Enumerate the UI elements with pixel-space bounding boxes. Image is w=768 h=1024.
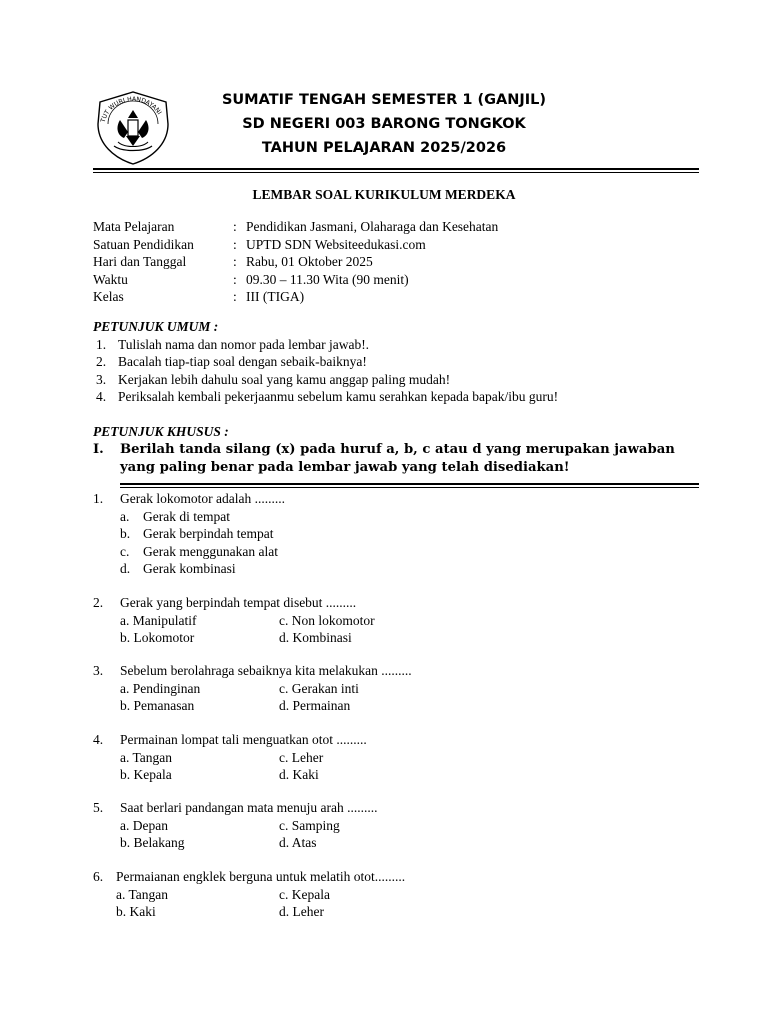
option-c: c. Samping bbox=[279, 817, 340, 833]
option-text: Gerak menggunakan alat bbox=[143, 543, 278, 559]
option-b: b. Pemanasan bbox=[120, 698, 195, 714]
exam-header bbox=[160, 88, 608, 160]
header-divider-thick bbox=[93, 168, 699, 170]
info-colon: : bbox=[233, 254, 237, 270]
option-c: c. Kepala bbox=[279, 886, 330, 902]
option-b: b. Kaki bbox=[116, 904, 156, 920]
option-letter: c. bbox=[120, 543, 130, 559]
general-instructions-title: PETUNJUK UMUM : bbox=[93, 319, 219, 334]
info-value: Rabu, 01 Oktober 2025 bbox=[246, 254, 373, 270]
list-item-number: 4. bbox=[96, 389, 107, 405]
question-number: 4. bbox=[93, 732, 104, 747]
question-number: 2. bbox=[93, 595, 104, 610]
instruction-roman-number: I. bbox=[93, 442, 104, 457]
option-letter: a. bbox=[120, 508, 130, 524]
info-colon: : bbox=[233, 289, 237, 305]
option-d: d. Kombinasi bbox=[279, 630, 352, 646]
header-line-3: TAHUN PELAJARAN 2025/2026 bbox=[261, 140, 507, 156]
option-letter: b. bbox=[120, 526, 131, 542]
option-d: d. Leher bbox=[279, 904, 324, 920]
option-d: d. Kaki bbox=[279, 767, 319, 783]
question-text: Gerak yang berpindah tempat disebut ......... bbox=[120, 595, 357, 610]
question-text: Gerak lokomotor adalah ......... bbox=[120, 491, 285, 506]
option-a: a. Pendinginan bbox=[120, 680, 201, 696]
option-a: a. Manipulatif bbox=[120, 612, 197, 628]
option-c bbox=[120, 543, 278, 561]
header-line-1: SUMATIF TENGAH SEMESTER 1 (GANJIL) bbox=[221, 92, 547, 108]
info-value: 09.30 – 11.30 Wita (90 menit) bbox=[246, 271, 409, 287]
question-number: 1. bbox=[93, 491, 104, 506]
option-b: b. Belakang bbox=[120, 835, 185, 851]
list-item-text: Tulislah nama dan nomor pada lembar jawab!. bbox=[118, 337, 370, 352]
info-value: UPTD SDN Websiteedukasi.com bbox=[246, 236, 426, 252]
option-letter: d. bbox=[120, 561, 131, 577]
question-number: 3. bbox=[93, 663, 104, 678]
option-d: d. Permainan bbox=[279, 698, 351, 714]
option-a bbox=[120, 508, 230, 526]
section-divider-thin bbox=[120, 487, 699, 488]
option-c: c. Leher bbox=[279, 749, 324, 765]
info-label: Hari dan Tanggal bbox=[93, 254, 187, 270]
question-number: 6. bbox=[93, 869, 104, 884]
question-text: Permaianan engklek berguna untuk melatih otot......... bbox=[116, 869, 406, 884]
svg-text:TUT WURI HANDAYANI: TUT WURI HANDAYANI bbox=[99, 95, 163, 124]
info-label: Mata Pelajaran bbox=[93, 219, 175, 234]
option-text: Gerak berpindah tempat bbox=[143, 526, 274, 542]
header-line-2: SD NEGERI 003 BARONG TONGKOK bbox=[242, 116, 526, 132]
option-a: a. Tangan bbox=[116, 886, 169, 902]
list-item-number: 2. bbox=[96, 354, 107, 370]
instruction-text: Berilah tanda silang (x) pada huruf a, b, c atau d yang merupakan jawaban yang paling benar pada lembar jawab yang telah disediakan! bbox=[120, 442, 675, 475]
info-label: Satuan Pendidikan bbox=[93, 236, 194, 252]
list-item-text: Periksalah kembali pekerjaanmu sebelum kamu serahkan kepada bapak/ibu guru! bbox=[118, 389, 559, 405]
info-colon: : bbox=[233, 219, 237, 234]
option-text: Gerak kombinasi bbox=[143, 561, 236, 577]
list-item-text: Bacalah tiap-tiap soal dengan sebaik-baiknya! bbox=[118, 354, 367, 370]
question-text: Sebelum berolahraga sebaiknya kita melakukan ......... bbox=[120, 663, 412, 678]
option-d: d. Atas bbox=[279, 835, 317, 851]
option-d bbox=[120, 560, 236, 578]
list-item-text: Kerjakan lebih dahulu soal yang kamu anggap paling mudah! bbox=[118, 371, 451, 387]
option-a: a. Depan bbox=[120, 817, 168, 833]
info-colon: : bbox=[233, 236, 237, 252]
specific-instructions-title: PETUNJUK KHUSUS : bbox=[93, 424, 229, 439]
info-value: III (TIGA) bbox=[246, 289, 305, 305]
section-divider-thick bbox=[120, 483, 699, 485]
header-divider-thin bbox=[93, 172, 699, 173]
sheet-title: LEMBAR SOAL KURIKULUM MERDEKA bbox=[252, 187, 516, 202]
question-text: Saat berlari pandangan mata menuju arah ......... bbox=[120, 800, 378, 815]
info-label: Kelas bbox=[93, 289, 124, 305]
question-number: 5. bbox=[93, 800, 104, 815]
list-item-number: 3. bbox=[96, 371, 107, 387]
option-c: c. Non lokomotor bbox=[279, 612, 375, 628]
option-a: a. Tangan bbox=[120, 749, 173, 765]
option-b bbox=[120, 525, 273, 543]
question-text: Permainan lompat tali menguatkan otot ......... bbox=[120, 732, 367, 747]
option-b: b. Kepala bbox=[120, 767, 172, 783]
option-b: b. Lokomotor bbox=[120, 630, 195, 646]
option-c: c. Gerakan inti bbox=[279, 680, 359, 696]
info-value: Pendidikan Jasmani, Olaharaga dan Kesehatan bbox=[246, 219, 499, 234]
info-colon: : bbox=[233, 271, 237, 287]
list-item-number: 1. bbox=[96, 337, 107, 352]
option-text: Gerak di tempat bbox=[143, 508, 230, 524]
info-label: Waktu bbox=[93, 271, 128, 287]
